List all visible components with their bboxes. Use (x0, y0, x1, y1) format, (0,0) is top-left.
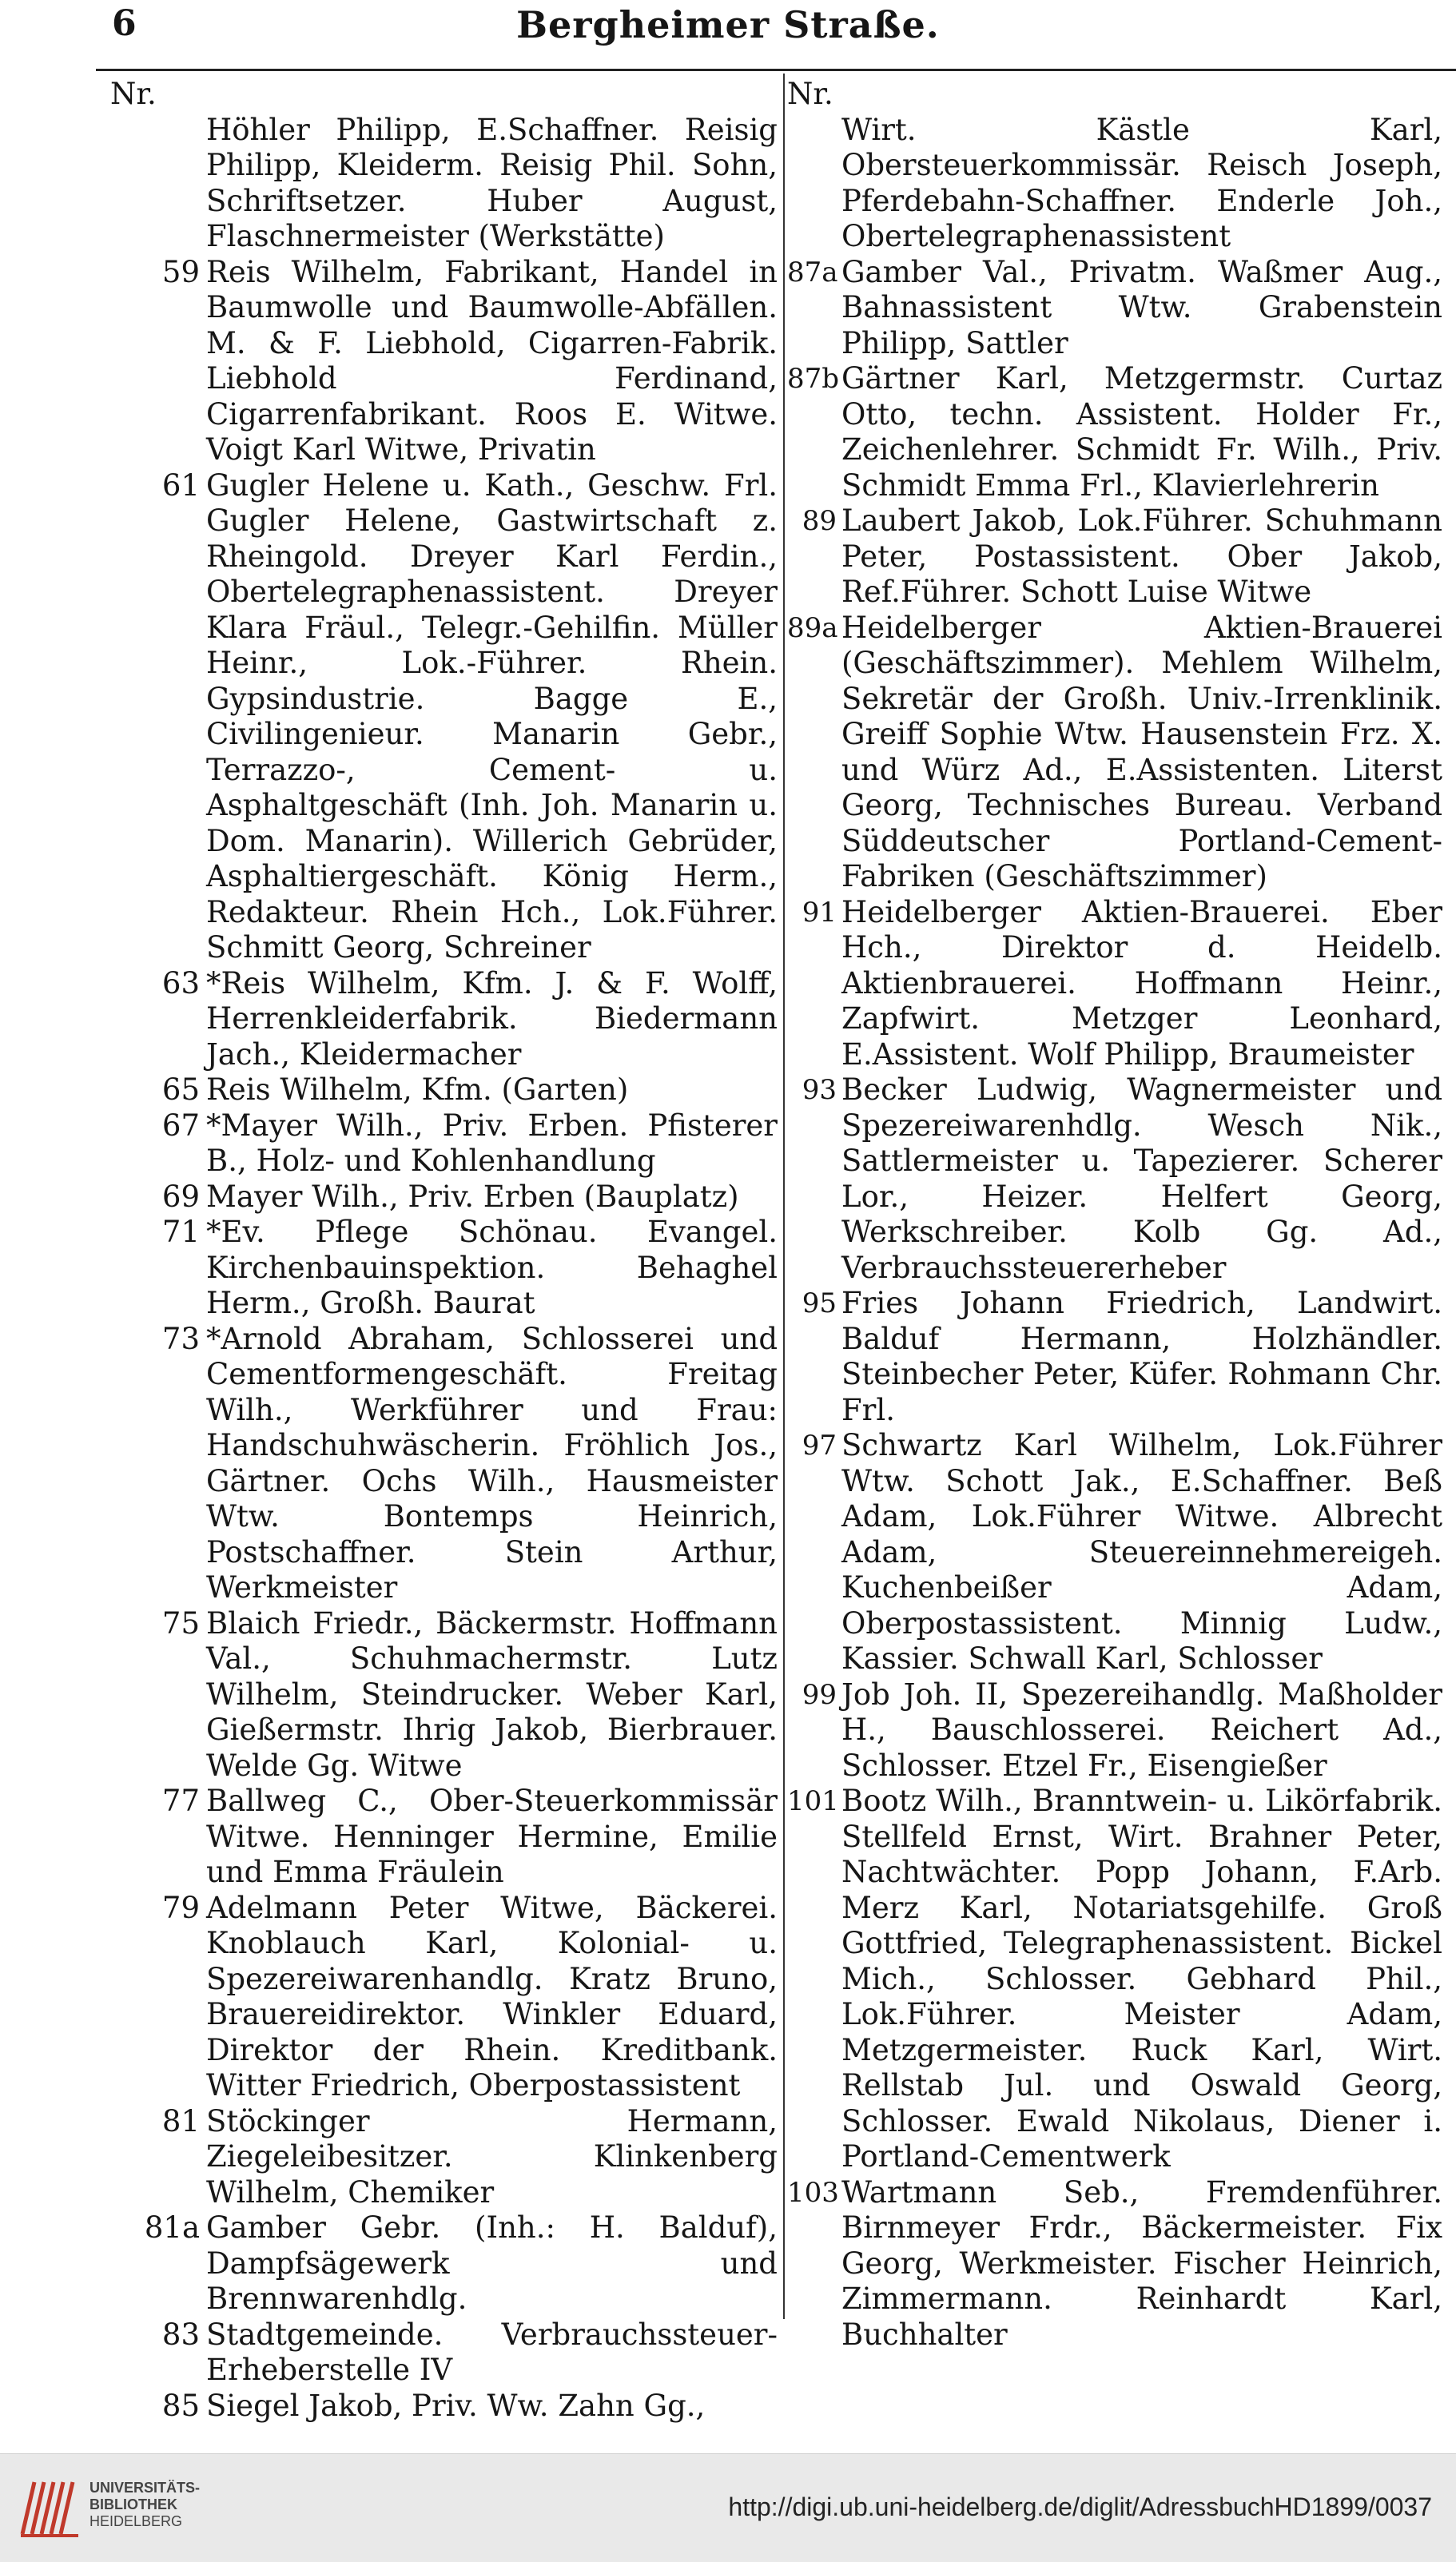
nr-heading-left: Nr. (110, 77, 157, 111)
residents-text: Stadtgemeinde. Verbrauchssteuer-Erheberstelle IV (206, 2317, 778, 2387)
house-number: 91 (802, 896, 837, 929)
house-number: 73 (161, 1321, 200, 1356)
residents-text: Adelmann Peter Witwe, Bäckerei. Knoblauch Karl, Kolonial- u. Spezereiwarenhandlg. Kratz Bruno, Brauereidirektor. Winkler Eduard, Direktor der Rhein. Kreditbank. Witter Friedrich, Oberpostassistent (206, 1890, 778, 2103)
house-number: 81a (144, 2210, 200, 2245)
address-entry (110, 255, 778, 468)
house-number: 61 (161, 467, 200, 503)
residents-text: Gamber Val., Privatm. Waßmer Aug., Bahnassistent Wtw. Grabenstein Philipp, Sattler (841, 254, 1442, 360)
address-entry (787, 1072, 1442, 1286)
residents-text: *Reis Wilhelm, Kfm. J. & F. Wolff, Herrenkleiderfabrik. Biedermann Jach., Kleidermacher (206, 965, 778, 1072)
residents-text: Schwartz Karl Wilhelm, Lok.Führer Wtw. Schott Jak., E.Schaffner. Beß Adam, Lok.Führer Witwe. Albrecht Adam, Steuereinnehmereigeh. Kuchenbeißer Adam, Oberpostassistent. Minnig Ludw., Kassier. Schwall Karl, Schlosser (841, 1428, 1442, 1676)
address-entry (787, 1428, 1442, 1677)
header-rule (96, 69, 1456, 71)
residents-text: Blaich Friedr., Bäckermstr. Hoffmann Val., Schuhmachermstr. Lutz Wilhelm, Steindrucker. Weber Karl, Gießermstr. Ihrig Jakob, Bierbrauer. Welde Gg. Witwe (206, 1605, 778, 1783)
address-entry (110, 2210, 778, 2317)
residents-text: Gamber Gebr. (Inh.: H. Balduf), Dampfsägewerk und Brennwarenhdlg. (206, 2210, 778, 2316)
house-number: 67 (161, 1108, 200, 1143)
residents-text: Laubert Jakob, Lok.Führer. Schuhmann Peter, Postassistent. Ober Jakob, Ref.Führer. Schott Luise Witwe (841, 503, 1442, 609)
house-number: 93 (802, 1074, 837, 1106)
residents-text: Job Joh. II, Spezereihandlg. Maßholder H., Bauschlosserei. Reichert Ad., Schlosser. Etzel Fr., Eisengießer (841, 1677, 1442, 1783)
residents-text: Mayer Wilh., Priv. Erben (Bauplatz) (206, 1179, 739, 1214)
address-entry (787, 503, 1442, 611)
house-number: 95 (802, 1287, 837, 1319)
residents-text: Siegel Jakob, Priv. Ww. Zahn Gg., (206, 2388, 706, 2423)
residents-text: Reis Wilhelm, Fabrikant, Handel in Baumwolle und Baumwolle-Abfällen. M. & F. Liebhold, Cigarren-Fabrik. Liebhold Ferdinand, Cigarrenfabrikant. Roos E. Witwe. Voigt Karl Witwe, Privatin (206, 254, 778, 467)
residents-text: Becker Ludwig, Wagnermeister und Spezereiwarenhdlg. Wesch Nik., Sattlermeister u. Tapezierer. Scherer Lor., Heizer. Helfert Georg, Werkschreiber. Kolb Gg. Ad., Verbrauchssteuererheber (841, 1072, 1442, 1285)
house-number: 83 (161, 2317, 200, 2352)
address-entry: Wirt. Kästle Karl, Obersteuerkommissär. Reisch Joseph, Pferdebahn-Schaffner. Enderle Joh., Obertelegraphenassistent (841, 112, 1442, 253)
residents-text: *Mayer Wilh., Priv. Erben. Pfisterer B., Holz- und Kohlenhandlung (206, 1108, 778, 1178)
house-number: 103 (787, 2176, 839, 2209)
university-library-logo-icon (14, 2470, 86, 2542)
page-number: 6 (112, 3, 137, 44)
residents-text: Gärtner Karl, Metzgermstr. Curtaz Otto, techn. Assistent. Holder Fr., Zeichenlehrer. Schmidt Fr. Wilh., Priv. Schmidt Emma Frl., Klavierlehrerin (841, 361, 1442, 503)
address-entry (787, 1784, 1442, 2175)
address-entry (110, 1606, 778, 1784)
address-entry (110, 1215, 778, 1322)
address-entry (110, 1891, 778, 2104)
address-entry (787, 611, 1442, 895)
house-number: 85 (161, 2388, 200, 2423)
residents-text: Wartmann Seb., Fremdenführer. Birnmeyer Frdr., Bäckermeister. Fix Georg, Werkmeister. Fischer Heinrich, Zimmermann. Reinhardt Karl, Buchhalter (841, 2174, 1442, 2352)
house-number: 65 (161, 1072, 200, 1107)
house-number: 63 (161, 965, 200, 1001)
house-number: 87b (787, 363, 840, 395)
address-entry: Höhler Philipp, E.Schaffner. Reisig Philipp, Kleiderm. Reisig Phil. Sohn, Schriftsetzer. Huber August, Flaschnermeister (Werkstätte) (206, 112, 778, 253)
address-entry (787, 2175, 1442, 2353)
house-number: 75 (161, 1605, 200, 1641)
address-entry (787, 1286, 1442, 1428)
house-number: 87a (787, 256, 838, 288)
source-url-link[interactable]: http://digi.ub.uni-heidelberg.de/diglit/AdressbuchHD1899/0037 (728, 2492, 1432, 2521)
address-entry (110, 2389, 778, 2425)
residents-text: Reis Wilhelm, Kfm. (Garten) (206, 1072, 629, 1107)
address-entry (787, 895, 1442, 1073)
house-number: 99 (802, 1678, 837, 1711)
residents-text: Bootz Wilh., Branntwein- u. Likörfabrik. Stellfeld Ernst, Wirt. Brahner Peter, Nachtwächter. Popp Johann, F.Arb. Merz Karl, Notariatsgehilfe. Groß Gottfried, Telegraphenassistent. Bickel Mich., Schlosser. Gebhard Phil., Lok.Führer. Meister Adam, Metzgermeister. Ruck Karl, Wirt. Rellstab Jul. und Oswald Georg, Schlosser. Ewald Nikolaus, Diener i. Portland-Cementwerk (841, 1784, 1442, 2174)
residents-text: Stöckinger Hermann, Ziegeleibesitzer. Klinkenberg Wilhelm, Chemiker (206, 2103, 778, 2210)
house-number: 71 (161, 1215, 200, 1249)
address-entry (110, 1322, 778, 1606)
address-entry (110, 1108, 778, 1180)
address-entry (787, 255, 1442, 362)
address-entry (110, 2317, 778, 2389)
nr-heading-right: Nr. (787, 77, 833, 111)
address-entry (110, 2104, 778, 2211)
address-entry (110, 468, 778, 966)
right-column (787, 77, 1442, 2353)
residents-text: *Arnold Abraham, Schlosserei und Cementformengeschäft. Freitag Wilh., Werkführer und Frau: Handschuhwäscherin. Fröhlich Jos., Gärtner. Ochs Wilh., Hausmeister Wtw. Bontemps Heinrich, Postschaffner. Stein Arthur, Werkmeister (206, 1321, 778, 1605)
residents-text: Heidelberger Aktien-Brauerei (Geschäftszimmer). Mehlem Wilhelm, Sekretär der Großh. Univ.-Irrenklinik. Greiff Sophie Wtw. Hausenstein Frz. X. und Würz Ad., E.Assistenten. Literst Georg, Technisches Bureau. Verband Süddeutscher Portland-Cement-Fabriken (Geschäftszimmer) (841, 610, 1442, 893)
residents-text: Ballweg C., Ober-Steuerkommissär Witwe. Henninger Hermine, Emilie und Emma Fräulein (206, 1784, 778, 1889)
residents-text: Gugler Helene u. Kath., Geschw. Frl. Gugler Helene, Gastwirtschaft z. Rheingold. Dreyer Karl Ferdin., Obertelegraphenassistent. Dreyer Klara Fräul., Telegr.-Gehilfin. Müller Heinr., Lok.-Führer. Rhein. Gypsindustrie. Bagge E., Civilingenieur. Manarin Gebr., Terrazzo-, Cement- u. Asphaltgeschäft (Inh. Joh. Manarin u. Dom. Manarin). Willerich Gebrüder, Asphaltiergeschäft. König Herm., Redakteur. Rhein Hch., Lok.Führer. Schmitt Georg, Schreiner (206, 467, 778, 965)
house-number: 79 (161, 1890, 200, 1925)
address-entry (787, 1677, 1442, 1784)
house-number: 101 (787, 1785, 839, 1817)
residents-text: *Ev. Pflege Schönau. Evangel. Kirchenbauinspektion. Behaghel Herm., Großh. Baurat (206, 1215, 778, 1320)
footer-bar (0, 2453, 1456, 2562)
house-number: 69 (161, 1179, 200, 1214)
left-column (110, 77, 778, 2424)
address-entry (787, 361, 1442, 503)
column-divider (783, 74, 785, 2319)
residents-text: Fries Johann Friedrich, Landwirt. Balduf Hermann, Holzhändler. Steinbecher Peter, Küfer. Rohmann Chr. Frl. (841, 1286, 1442, 1427)
house-number: 97 (802, 1430, 837, 1462)
address-entry (110, 966, 778, 1073)
page-title: Bergheimer Straße. (516, 3, 940, 46)
house-number: 77 (161, 1784, 200, 1818)
house-number: 89 (802, 505, 837, 537)
house-number: 89a (787, 611, 838, 644)
residents-text: Heidelberger Aktien-Brauerei. Eber Hch., Direktor d. Heidelb. Aktienbrauerei. Hoffmann Heinr., Zapfwirt. Metzger Leonhard, E.Assistent. Wolf Philipp, Braumeister (841, 894, 1442, 1072)
address-entry (110, 1180, 778, 1215)
address-entry (110, 1072, 778, 1108)
house-number: 81 (161, 2103, 200, 2138)
library-name: UNIVERSITÄTS- BIBLIOTHEK HEIDELBERG (90, 2480, 201, 2529)
house-number: 59 (161, 254, 200, 289)
address-entry (110, 1784, 778, 1891)
